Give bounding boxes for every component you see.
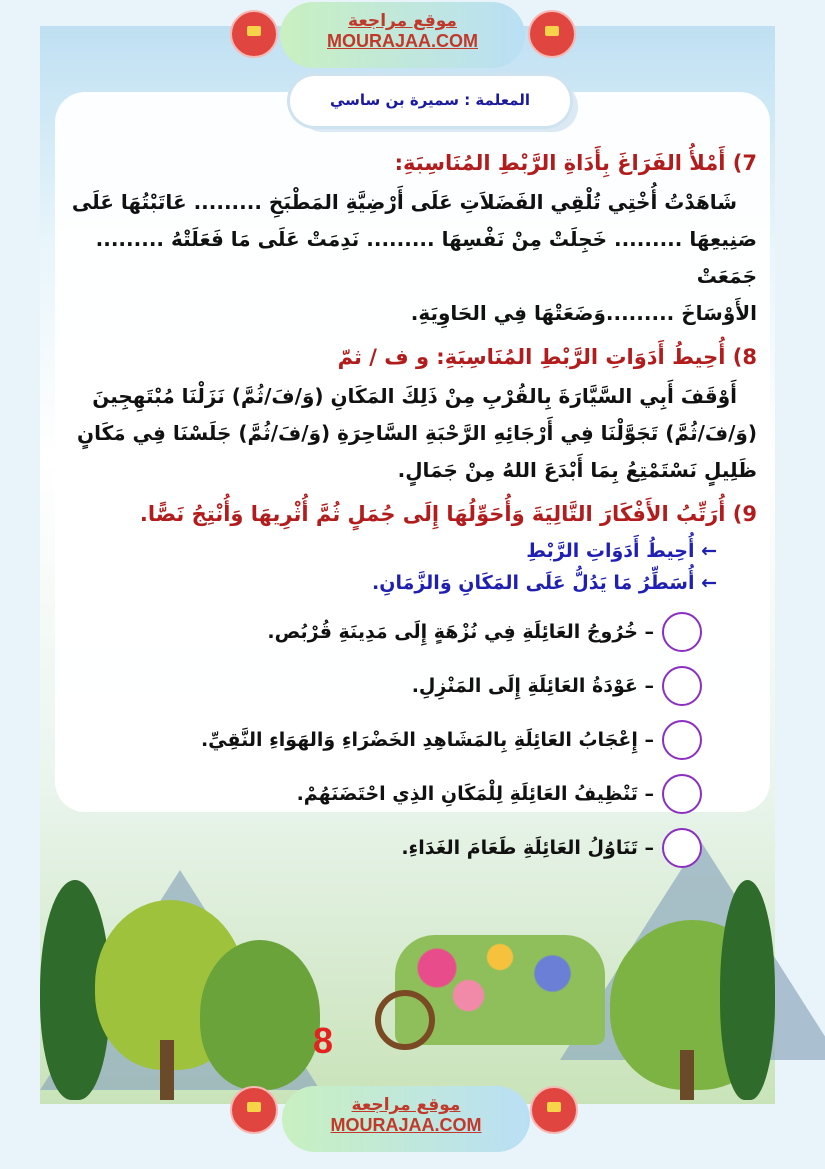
- idea-row: [62, 769, 702, 819]
- q7-line: الأَوْسَاخَ .........وَضَعَتْهَا فِي الحَاوِيَةِ.: [410, 301, 757, 325]
- order-circle[interactable]: [662, 612, 702, 652]
- site-url[interactable]: MOURAJAA.COM: [327, 31, 478, 51]
- page-number: 8: [313, 1020, 334, 1061]
- idea-item: – خُرُوجُ العَائِلَةِ فِي نُزْهَةٍ إِلَى مَدِينَةِ قُرْبُص.: [267, 621, 654, 643]
- q7-title: 7) أَمْلأُ الفَرَاغَ بِأَدَاةِ الرَّبْطِ المُنَاسِبَةِ:: [394, 151, 757, 175]
- teacher-name: المعلمة : سميرة بن ساسي: [290, 76, 570, 126]
- tree-trunk: [160, 1040, 174, 1100]
- site-logo[interactable]: [528, 10, 576, 58]
- q9-instruction: ← أُسَطِّرُ مَا يَدُلُّ عَلَى المَكَانِ وَالزَّمَانِ.: [372, 572, 717, 594]
- site-logo[interactable]: [230, 10, 278, 58]
- idea-item: – عَوْدَةُ العَائِلَةِ إِلَى المَنْزِلِ.: [411, 675, 654, 697]
- idea-item: – تَنَاوُلُ العَائِلَةِ طَعَامَ الغَدَاءِ.: [401, 837, 654, 859]
- site-url[interactable]: MOURAJAA.COM: [330, 1115, 482, 1135]
- idea-row: [62, 823, 702, 873]
- header-site-banner[interactable]: [280, 2, 525, 68]
- order-circle[interactable]: [662, 666, 702, 706]
- site-name-arabic[interactable]: موقع مراجعة: [351, 1095, 461, 1115]
- q8-title: 8) أُحِيطُ أَدَوَاتِ الرَّبْطِ المُنَاسِبَةِ: و ف / ثمّ: [337, 345, 757, 369]
- idea-row: [62, 607, 702, 657]
- order-circle[interactable]: [662, 828, 702, 868]
- q9-instruction: ← أُحِيطُ أَدَوَاتِ الرَّبْطِ: [526, 540, 717, 562]
- q9-title: 9) أُرَتِّبُ الأَفْكَارَ التَّالِيَةَ وَأُحَوِّلُهَا إِلَى جُمَلٍ ثُمَّ أُثْرِيهَا وَأُنْتِجُ نَصًّا.: [139, 502, 757, 526]
- order-circle[interactable]: [662, 774, 702, 814]
- idea-item: – إِعْجَابُ العَائِلَةِ بِالمَشَاهِدِ الخَضْرَاءِ وَالهَوَاءِ النَّقِيِّ.: [200, 729, 654, 751]
- tree-trunk: [680, 1050, 694, 1100]
- site-name-arabic[interactable]: موقع مراجعة: [348, 11, 457, 31]
- order-circle[interactable]: [662, 720, 702, 760]
- q7-line: صَنِيعِهَا ......... خَجِلَتْ مِنْ نَفْسِهَا ......... نَدِمَتْ عَلَى مَا فَعَلَتْهُ ......... جَمَعَتْ: [95, 227, 757, 288]
- tree: [200, 940, 320, 1090]
- ideas-list: [62, 607, 757, 873]
- q7-line: شَاهَدْتُ أُخْتِي تُلْقِي الفَضَلاَتِ عَلَى أَرْضِيَّةِ المَطْبَخِ ......... عَاتَبْتُهَا عَلَى: [71, 190, 737, 214]
- footer-site-banner[interactable]: [282, 1086, 530, 1152]
- q8-paragraph: [62, 378, 757, 489]
- site-logo[interactable]: [230, 1086, 278, 1134]
- cart-wheel: [375, 990, 435, 1050]
- q8-line: ظَلِيلٍ نَسْتَمْتِعُ بِمَا أَبْدَعَ اللهُ مِنْ جَمَالٍ.: [397, 458, 757, 482]
- site-logo[interactable]: [530, 1086, 578, 1134]
- q8-line: (وَ/فَ/ثُمَّ) تَجَوَّلْنَا فِي أَرْجَائِهِ الرَّحْبَةِ السَّاحِرَةِ (وَ/فَ/ثُمَّ) جَلَسْنَا فِي مَكَانٍ: [77, 421, 757, 445]
- idea-item: – تَنْظِيفُ العَائِلَةِ لِلْمَكَانِ الذِي احْتَضَنَهُمْ.: [296, 783, 654, 805]
- q7-paragraph: [62, 184, 757, 332]
- idea-row: [62, 715, 702, 765]
- tree: [720, 880, 775, 1100]
- idea-row: [62, 661, 702, 711]
- worksheet-content: [62, 148, 757, 877]
- q8-line: أَوْقَفَ أَبِي السَّيَّارَةَ بِالقُرْبِ مِنْ ذَلِكَ المَكَانِ (وَ/فَ/ثُمَّ) نَزَلْنَا مُبْتَهِجِينَ: [92, 384, 737, 408]
